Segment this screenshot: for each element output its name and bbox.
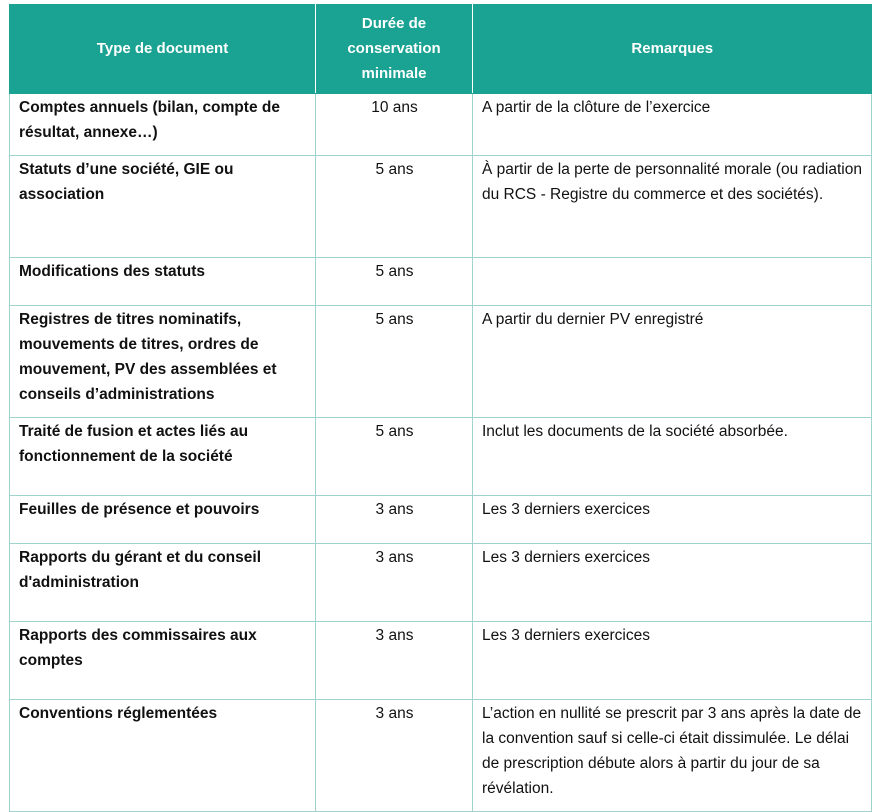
table-row <box>10 622 872 700</box>
retention-table <box>9 4 872 812</box>
cell-remarque: À partir de la perte de personnalité morale (ou radiation du RCS - Registre du commerce et des sociétés). <box>473 156 872 258</box>
cell-type: Statuts d’une société, GIE ou association <box>10 156 316 258</box>
cell-type: Rapports du gérant et du conseil d'administration <box>10 544 316 622</box>
table-row <box>10 94 872 156</box>
cell-duree: 3 ans <box>316 496 473 544</box>
cell-type: Comptes annuels (bilan, compte de résultat, annexe…) <box>10 94 316 156</box>
cell-type: Traité de fusion et actes liés au fonctionnement de la société <box>10 418 316 496</box>
cell-duree: 5 ans <box>316 156 473 258</box>
cell-duree: 3 ans <box>316 700 473 812</box>
cell-type: Rapports des commissaires aux comptes <box>10 622 316 700</box>
header-type-document: Type de document <box>10 4 316 94</box>
cell-remarque: A partir de la clôture de l’exercice <box>473 94 872 156</box>
cell-remarque: Les 3 derniers exercices <box>473 544 872 622</box>
cell-type: Registres de titres nominatifs, mouvements de titres, ordres de mouvement, PV des assemblées et conseils d’administrations <box>10 306 316 418</box>
table-row <box>10 156 872 258</box>
table-row <box>10 700 872 812</box>
table-header-row <box>10 4 872 94</box>
table-row <box>10 496 872 544</box>
table-row <box>10 258 872 306</box>
cell-remarque <box>473 258 872 306</box>
cell-type: Feuilles de présence et pouvoirs <box>10 496 316 544</box>
header-duree-conservation: Durée de conservation minimale <box>316 4 473 94</box>
cell-type: Conventions réglementées <box>10 700 316 812</box>
cell-remarque: L’action en nullité se prescrit par 3 ans après la date de la convention sauf si celle-ci était dissimulée. Le délai de prescription débute alors à partir du jour de sa révélation. <box>473 700 872 812</box>
cell-duree: 5 ans <box>316 418 473 496</box>
cell-duree: 3 ans <box>316 544 473 622</box>
header-remarques: Remarques <box>473 4 872 94</box>
cell-remarque: Les 3 derniers exercices <box>473 496 872 544</box>
cell-duree: 5 ans <box>316 258 473 306</box>
table-row <box>10 306 872 418</box>
cell-duree: 5 ans <box>316 306 473 418</box>
cell-duree: 3 ans <box>316 622 473 700</box>
cell-remarque: A partir du dernier PV enregistré <box>473 306 872 418</box>
cell-remarque: Les 3 derniers exercices <box>473 622 872 700</box>
table-row <box>10 418 872 496</box>
cell-duree: 10 ans <box>316 94 473 156</box>
cell-type: Modifications des statuts <box>10 258 316 306</box>
table-row <box>10 544 872 622</box>
cell-remarque: Inclut les documents de la société absorbée. <box>473 418 872 496</box>
